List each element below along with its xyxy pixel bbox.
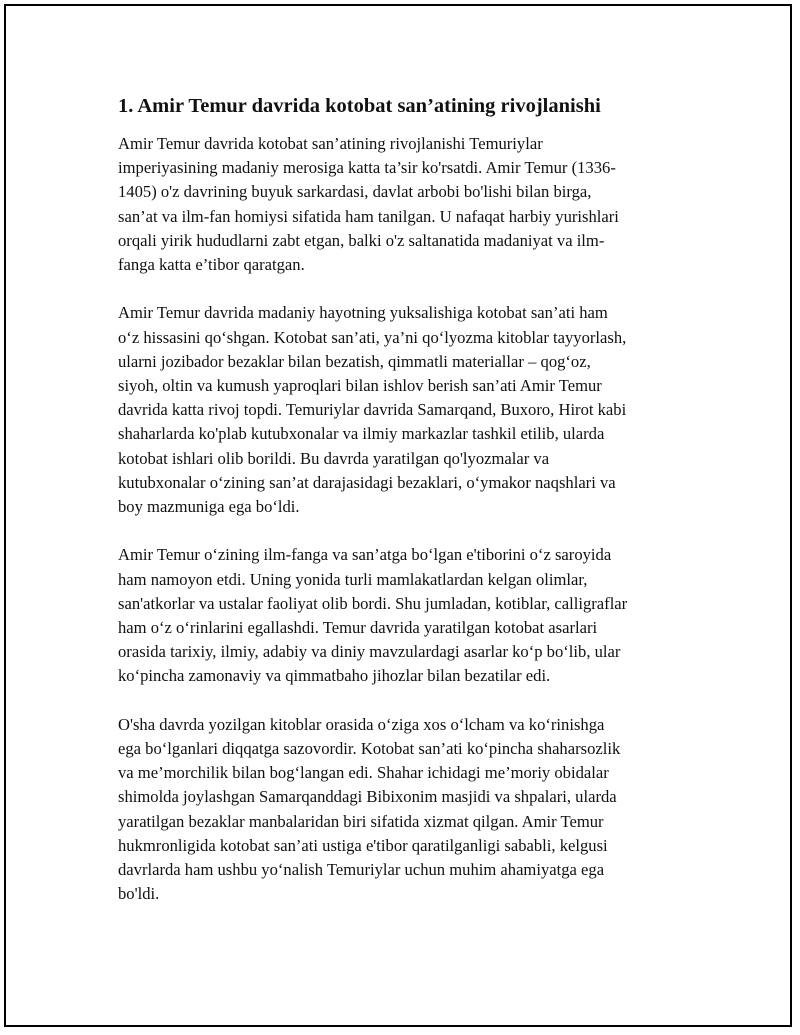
text-line: o‘z hissasini qo‘shgan. Kotobat san’ati, ya’ni qo‘lyozma kitoblar tayyorlash, — [118, 327, 627, 347]
paragraph-4 — [118, 713, 684, 907]
text-line: orasida tarixiy, ilmiy, adabiy va diniy mavzulardagi asarlar ko‘p bo‘lib, ular — [118, 642, 621, 662]
text-line: ham namoyon etdi. Uning yonida turli mamlakatlardan kelgan olimlar, — [118, 569, 588, 589]
text-line: O'sha davrda yozilgan kitoblar orasida o‘ziga xos o‘lcham va ko‘rinishga — [118, 714, 605, 734]
text-line: va me’morchilik bilan bog‘langan edi. Shahar ichidagi me’moriy obidalar — [118, 763, 609, 783]
text-line: yaratilgan bezaklar manbalaridan biri sifatida xizmat qilgan. Amir Temur — [118, 811, 604, 831]
paragraph-2 — [118, 301, 684, 519]
text-line: boy mazmuniga ega bo‘ldi. — [118, 497, 300, 517]
text-line: Amir Temur davrida kotobat san’atining rivojlanishi Temuriylar — [118, 134, 543, 153]
text-line: siyoh, oltin va kumush yaproqlari bilan ishlov berish san’ati Amir Temur — [118, 376, 602, 396]
paragraph-1 — [118, 132, 684, 277]
text-line: shaharlarda ko'plab kutubxonalar va ilmiy markazlar tashkil etilib, ularda — [118, 424, 605, 444]
text-line: imperiyasining madaniy merosiga katta ta’sir ko'rsatdi. Amir Temur (1336- — [118, 158, 616, 178]
text-line: hukmronligida kotobat san’ati ustiga e'tibor qaratilganligi sababli, kelgusi — [118, 835, 608, 855]
paragraph-3 — [118, 543, 684, 688]
text-line: kutubxonalar o‘zining san’at darajasidagi bezaklari, o‘ymakor naqshlari va — [118, 472, 616, 492]
text-line: kotobat ishlari olib borildi. Bu davrda yaratilgan qo'lyozmalar va — [118, 448, 550, 468]
text-line: shimolda joylashgan Samarqanddagi Bibixonim masjidi va shpalari, ularda — [118, 787, 617, 807]
text-line: san'atkorlar va ustalar faoliyat olib bordi. Shu jumladan, kotiblar, calligraflar — [118, 593, 628, 613]
text-line: davrlarda ham ushbu yo‘nalish Temuriylar uchun muhim ahamiyatga ega — [118, 860, 605, 880]
text-line: fanga katta e’tibor qaratgan. — [118, 255, 305, 275]
document-body — [118, 92, 684, 931]
section-heading: 1. Amir Temur davrida kotobat san’atining rivojlanishi — [118, 95, 601, 117]
text-line: ham o‘z o‘rinlarini egallashdi. Temur davrida yaratilgan kotobat asarlari — [118, 618, 598, 638]
text-line: ko‘pincha zamonaviy va qimmatbaho jihozlar bilan bezatilar edi. — [118, 666, 551, 686]
text-line: davrida katta rivoj topdi. Temuriylar davrida Samarqand, Buxoro, Hirot kabi — [118, 400, 627, 420]
text-line: 1405) o'z davrining buyuk sarkardasi, davlat arbobi bo'lishi bilan birga, — [118, 182, 592, 202]
text-line: Amir Temur davrida madaniy hayotning yuksalishiga kotobat san’ati ham — [118, 303, 608, 323]
text-line: bo'ldi. — [118, 884, 160, 904]
text-line: Amir Temur o‘zining ilm-fanga va san’atga bo‘lgan e'tiborini o‘z saroyida — [118, 545, 612, 565]
text-line: ega bo‘lganlari diqqatga sazovordir. Kotobat san’ati ko‘pincha shaharsozlik — [118, 739, 621, 759]
text-line: san’at va ilm-fan homiysi sifatida ham tanilgan. U nafaqat harbiy yurishlari — [118, 206, 619, 226]
text-line: orqali yirik hududlarni zabt etgan, balki o'z saltanatida madaniyat va ilm- — [118, 230, 605, 250]
text-line: ularni jozibador bezaklar bilan bezatish, qimmatli materiallar – qog‘oz, — [118, 351, 591, 371]
